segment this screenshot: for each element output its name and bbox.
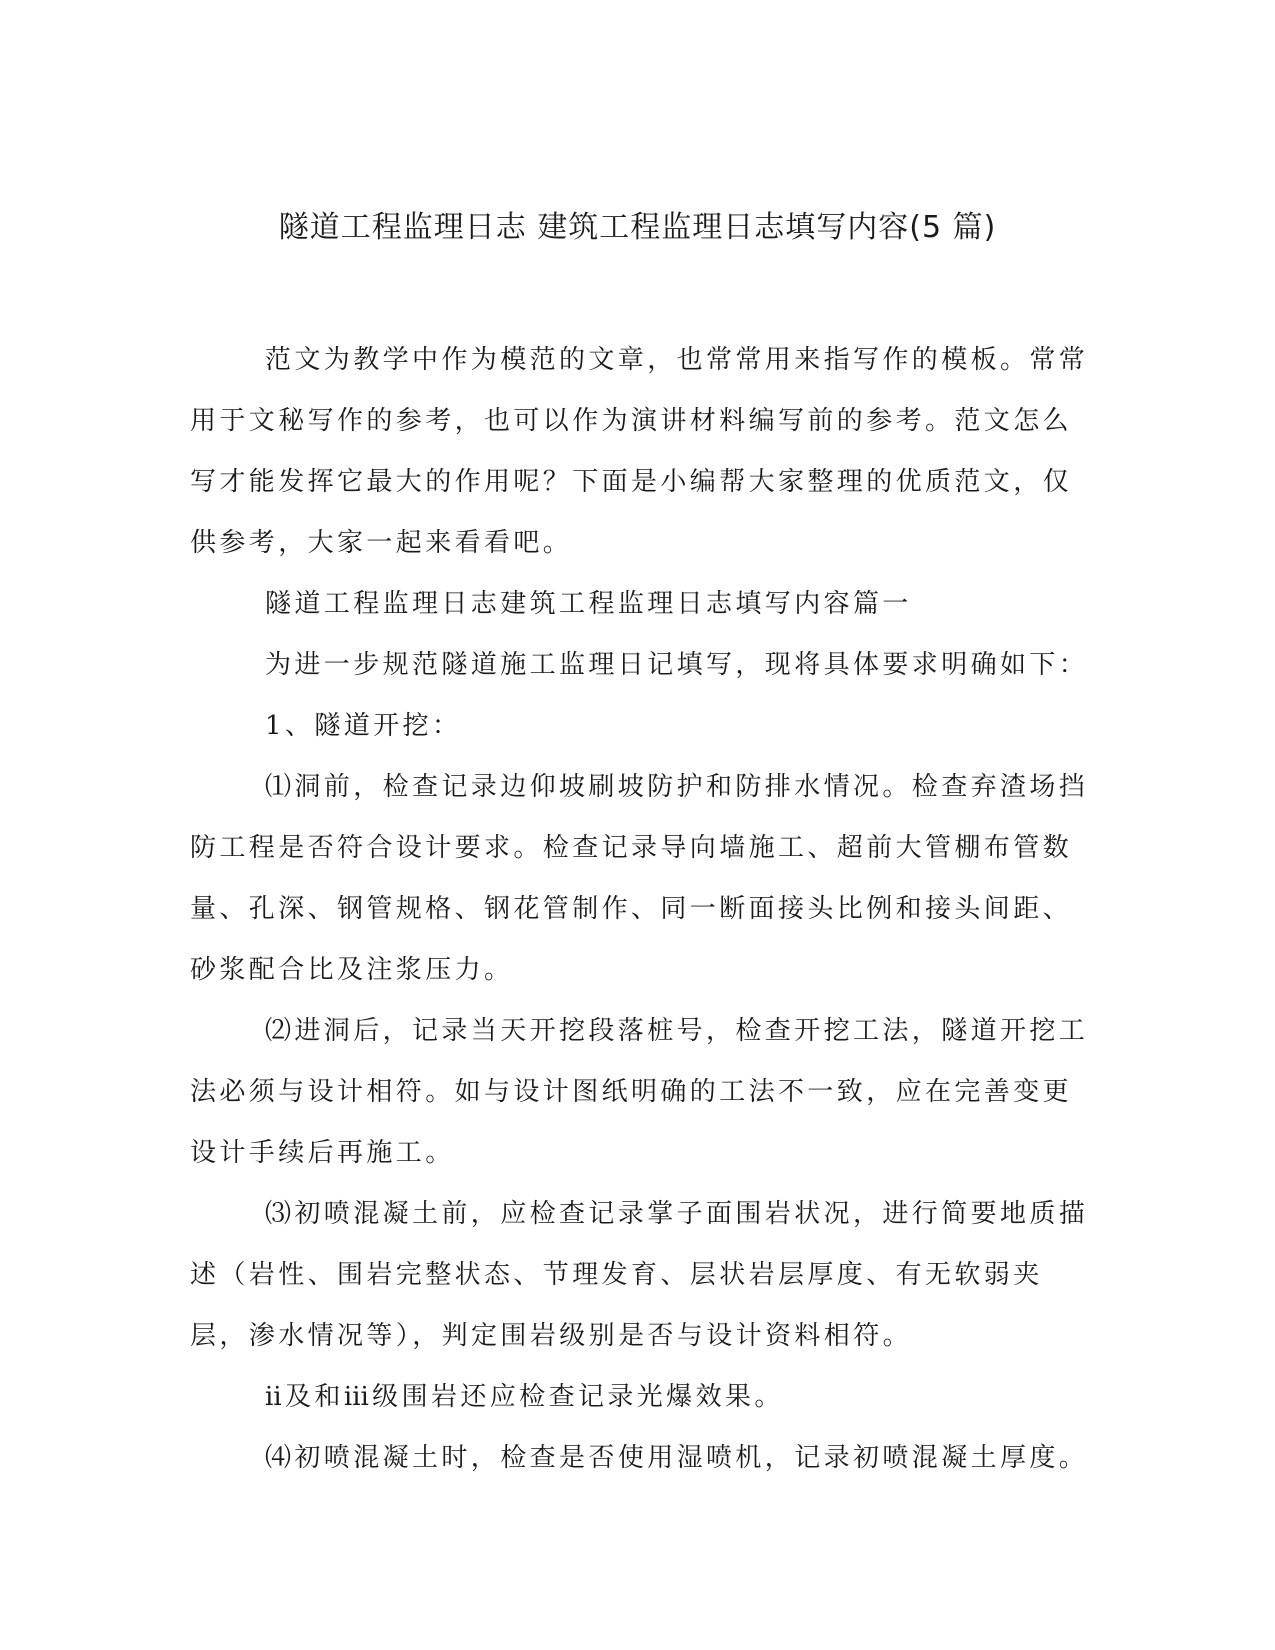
intro-paragraph: 范文为教学中作为模范的文章，也常常用来指写作的模板。常常用于文秘写作的参考，也可以作为演讲材料编写前的参考。范文怎么写才能发挥它最大的作用呢？下面是小编帮大家整理的优质范文，仅供参考，大家一起来看看吧。 [190, 345, 1089, 558]
section-heading: 隧道工程监理日志建筑工程监理日志填写内容篇一 [265, 589, 912, 619]
list-item-3: ⑶初喷混凝土前，应检查记录掌子面围岩状况，进行简要地质描述（岩性、围岩完整状态、节理发育、层状岩层厚度、有无软弱夹层，渗水情况等），判定围岩级别是否与设计资料相符。 [190, 1199, 1089, 1351]
list-item-1: ⑴洞前，检查记录边仰坡刷坡防护和防排水情况。检查弃渣场挡防工程是否符合设计要求。检查记录导向墙施工、超前大管棚布管数量、孔深、钢管规格、钢花管制作、同一断面接头比例和接头间距、砂浆配合比及注浆压力。 [190, 772, 1089, 985]
document-body [190, 330, 1090, 1489]
requirements-intro: 为进一步规范隧道施工监理日记填写，现将具体要求明确如下： [265, 650, 1089, 680]
list-item-4: ⑷初喷混凝土时，检查是否使用湿喷机，记录初喷混凝土厚度。 [265, 1443, 1089, 1473]
item-heading-excavation: 1、隧道开挖： [265, 711, 462, 741]
grade-note: ⅱ及和ⅲ级围岩还应检查记录光爆效果。 [265, 1382, 784, 1412]
document-title: 隧道工程监理日志 建筑工程监理日志填写内容(5 篇) [278, 210, 997, 245]
list-item-2: ⑵进洞后，记录当天开挖段落桩号，检查开挖工法，隧道开挖工法必须与设计相符。如与设计图纸明确的工法不一致，应在完善变更设计手续后再施工。 [190, 1016, 1089, 1168]
